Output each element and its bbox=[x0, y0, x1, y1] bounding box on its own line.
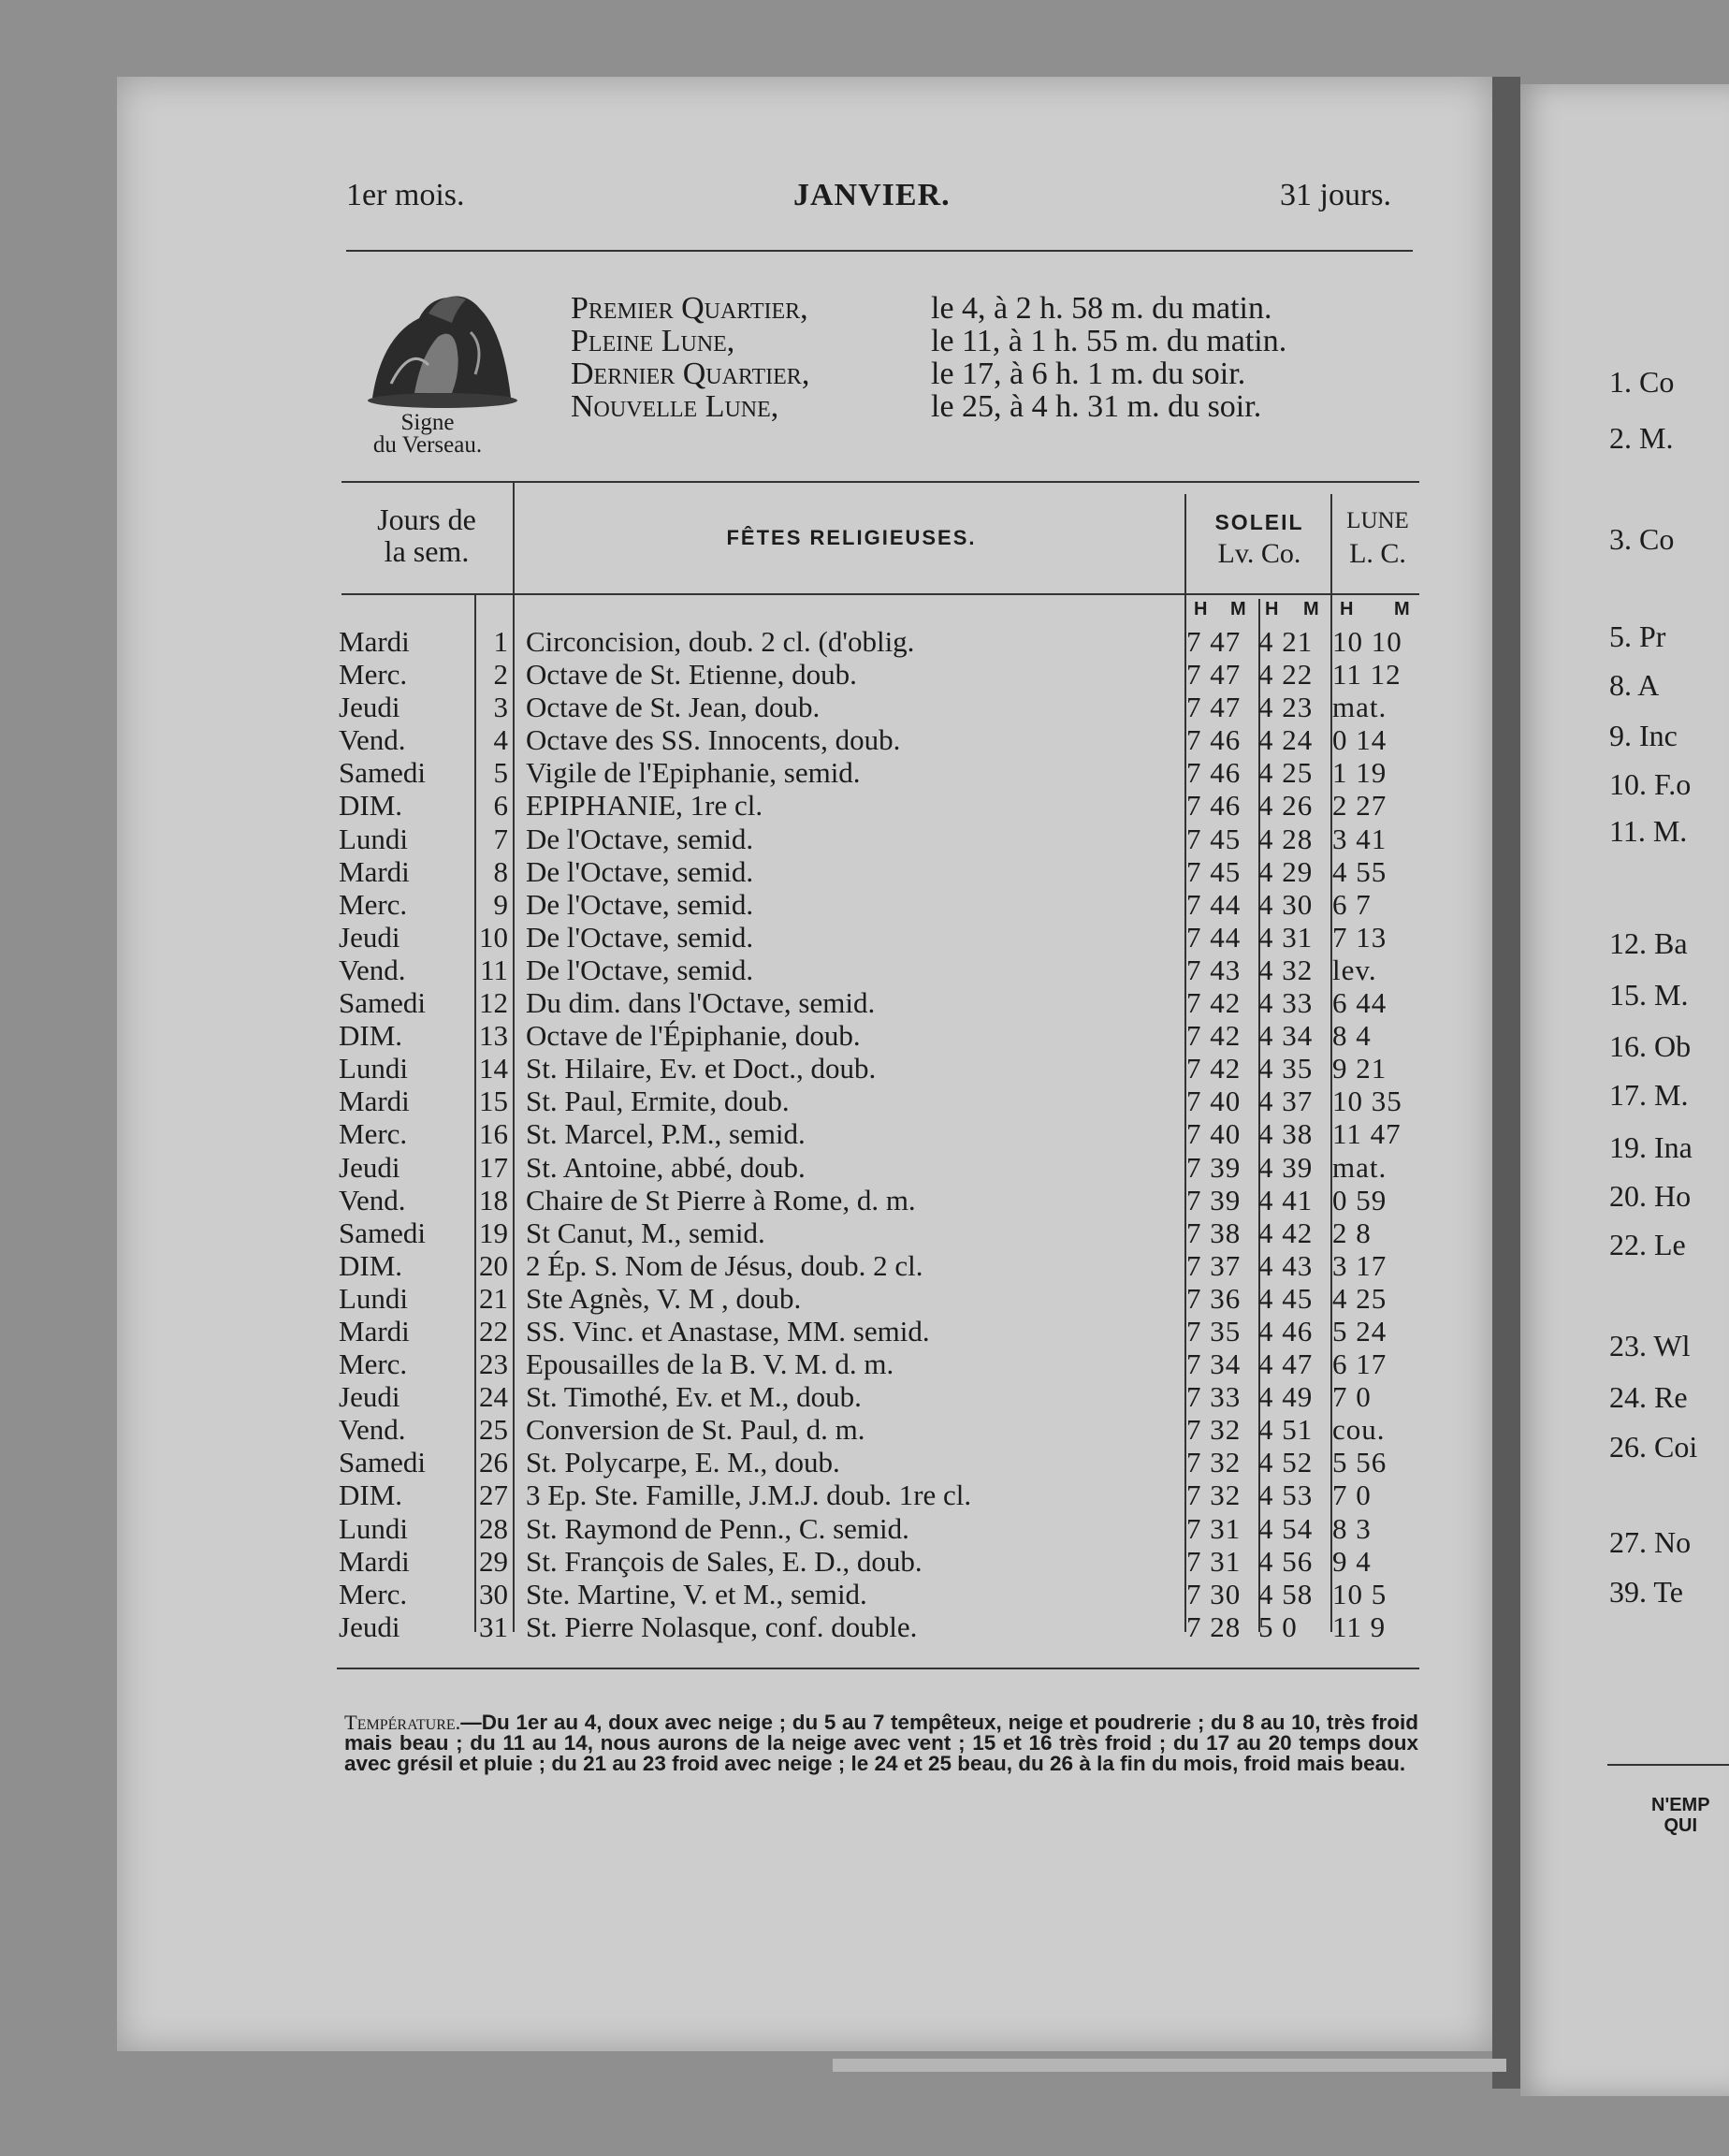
feast-name: De l'Octave, semid. bbox=[526, 854, 754, 888]
date-number: 22 bbox=[479, 1314, 508, 1348]
sunrise: 7 36 bbox=[1186, 1281, 1242, 1315]
list-item: 5. Pr bbox=[1609, 619, 1666, 653]
sunrise: 7 42 bbox=[1186, 986, 1242, 1020]
date-number: 10 bbox=[479, 920, 508, 954]
moon-time: 8 3 bbox=[1332, 1511, 1372, 1545]
weekday: Samedi bbox=[339, 756, 426, 790]
temperature-note bbox=[344, 1712, 1418, 1774]
unit-label-m: M bbox=[1230, 599, 1246, 619]
weekday: Lundi bbox=[339, 1511, 409, 1545]
date-number: 23 bbox=[479, 1348, 508, 1381]
weekday: Mardi bbox=[339, 625, 410, 658]
sunset: 4 45 bbox=[1258, 1281, 1314, 1315]
moon-phase-text: le 11, à 1 h. 55 m. du matin. bbox=[931, 324, 1287, 358]
sunrise: 7 34 bbox=[1186, 1348, 1242, 1381]
sunrise: 7 30 bbox=[1186, 1577, 1242, 1610]
facing-page-footer bbox=[1651, 1795, 1710, 1836]
moon-phase-text: le 4, à 2 h. 58 m. du matin. bbox=[931, 291, 1272, 326]
moon-phase-row bbox=[571, 325, 1286, 357]
date-number: 13 bbox=[479, 1019, 508, 1053]
weekday: Lundi bbox=[339, 1052, 409, 1085]
list-item: 39. Te bbox=[1609, 1575, 1683, 1609]
list-item: 20. Ho bbox=[1609, 1179, 1692, 1213]
moon-time: 8 4 bbox=[1332, 1019, 1372, 1053]
moon-time: 5 56 bbox=[1332, 1446, 1388, 1479]
moon-time: 9 4 bbox=[1332, 1544, 1372, 1578]
moon-time: 11 12 bbox=[1332, 658, 1402, 692]
sunset: 4 22 bbox=[1258, 658, 1314, 692]
weekday: Mardi bbox=[339, 1314, 410, 1348]
moon-phase-row bbox=[571, 357, 1286, 390]
feast-name: Ste Agnès, V. M , doub. bbox=[526, 1281, 802, 1315]
month-title: JANVIER. bbox=[793, 178, 951, 212]
sunset: 4 41 bbox=[1258, 1183, 1314, 1216]
date-number: 1 bbox=[493, 625, 508, 658]
date-number: 16 bbox=[479, 1117, 508, 1151]
feast-name: Ste. Martine, V. et M., semid. bbox=[526, 1577, 867, 1610]
sunset: 4 28 bbox=[1258, 822, 1314, 855]
table-bottom-rule bbox=[337, 1668, 1419, 1669]
feast-name: St. Marcel, P.M., semid. bbox=[526, 1117, 806, 1151]
sunrise: 7 44 bbox=[1186, 887, 1242, 921]
unit-label-m: M bbox=[1394, 599, 1410, 619]
weekday: Jeudi bbox=[339, 1610, 400, 1643]
sunrise: 7 32 bbox=[1186, 1479, 1242, 1512]
feast-name: De l'Octave, semid. bbox=[526, 887, 754, 921]
temperature-text: —Du 1er au 4, doux avec neige ; du 5 au 7 tempêteux, neige et poudrerie ; du 8 au 10, très froid mais beau ; du 11 au 14, nous aurons de la neige avec vent ; 15 et 16 très froid ; du 17 au 20 temps doux avec grésil et pluie ; du 21 au 23 froid avec neige ; le 24 et 25 beau, du 26 à la fin du mois, froid mais beau. bbox=[344, 1711, 1418, 1775]
col-header-lune: LUNE bbox=[1346, 508, 1409, 533]
weekday: Lundi bbox=[339, 822, 409, 855]
weekday: Mardi bbox=[339, 854, 410, 888]
aquarius-sign-icon bbox=[363, 281, 517, 412]
moon-phase-label: Pleine Lune, bbox=[571, 324, 735, 358]
date-number: 14 bbox=[479, 1052, 508, 1085]
weekday: Jeudi bbox=[339, 920, 400, 954]
weekday: Jeudi bbox=[339, 1380, 400, 1414]
sunrise: 7 44 bbox=[1186, 920, 1242, 954]
date-number: 31 bbox=[479, 1610, 508, 1643]
weekday: DIM. bbox=[339, 1479, 403, 1512]
feast-name: Vigile de l'Epiphanie, semid. bbox=[526, 756, 861, 790]
moon-phase-row bbox=[571, 390, 1286, 423]
date-number: 2 bbox=[493, 658, 508, 692]
sunset: 4 51 bbox=[1258, 1413, 1314, 1447]
sunrise: 7 28 bbox=[1186, 1610, 1242, 1643]
date-number: 30 bbox=[479, 1577, 508, 1610]
sunset: 4 42 bbox=[1258, 1216, 1314, 1249]
sunrise: 7 46 bbox=[1186, 723, 1242, 757]
date-number: 29 bbox=[479, 1544, 508, 1578]
feast-name: St. Paul, Ermite, doub. bbox=[526, 1085, 790, 1118]
list-item: 26. Coi bbox=[1609, 1430, 1698, 1464]
sunset: 4 39 bbox=[1258, 1150, 1314, 1184]
weekday: Merc. bbox=[339, 1577, 408, 1610]
moon-time: 7 0 bbox=[1332, 1479, 1372, 1512]
date-number: 15 bbox=[479, 1085, 508, 1118]
list-item: 2. M. bbox=[1609, 421, 1674, 455]
column-divider bbox=[513, 481, 515, 593]
list-item: 16. Ob bbox=[1609, 1029, 1692, 1063]
moon-time: 0 14 bbox=[1332, 723, 1388, 757]
moon-time: cou. bbox=[1332, 1413, 1386, 1447]
feast-name: Octave de l'Épiphanie, doub. bbox=[526, 1019, 861, 1053]
sunrise: 7 32 bbox=[1186, 1446, 1242, 1479]
sunset: 4 47 bbox=[1258, 1348, 1314, 1381]
date-number: 21 bbox=[479, 1281, 508, 1315]
sunrise: 7 38 bbox=[1186, 1216, 1242, 1249]
moon-time: 3 17 bbox=[1332, 1248, 1388, 1282]
list-item: 3. Co bbox=[1609, 522, 1675, 556]
weekday: Mardi bbox=[339, 1544, 410, 1578]
sunset: 4 43 bbox=[1258, 1248, 1314, 1282]
sunset: 4 23 bbox=[1258, 691, 1314, 724]
feast-name: St Canut, M., semid. bbox=[526, 1216, 765, 1249]
moon-phases bbox=[571, 292, 1286, 423]
list-item: 22. Le bbox=[1609, 1228, 1686, 1261]
sunset: 4 32 bbox=[1258, 953, 1314, 986]
moon-phase-label: Premier Quartier, bbox=[571, 291, 808, 326]
moon-phase-row bbox=[571, 292, 1286, 325]
sign-caption-line1: Signe bbox=[400, 410, 455, 435]
sunrise: 7 31 bbox=[1186, 1511, 1242, 1545]
col-header-fetes: FÊTES RELIGIEUSES. bbox=[726, 526, 977, 549]
feast-name: Circoncision, doub. 2 cl. (d'oblig. bbox=[526, 625, 915, 658]
sunset: 4 30 bbox=[1258, 887, 1314, 921]
weekday: Merc. bbox=[339, 658, 408, 692]
feast-name: De l'Octave, semid. bbox=[526, 920, 754, 954]
sunrise: 7 33 bbox=[1186, 1380, 1242, 1414]
list-item: 11. M. bbox=[1609, 814, 1688, 848]
feast-name: SS. Vinc. et Anastase, MM. semid. bbox=[526, 1314, 930, 1348]
feast-name: St. Polycarpe, E. M., doub. bbox=[526, 1446, 840, 1479]
facing-footer-line2: QUI bbox=[1664, 1815, 1698, 1836]
list-item: 1. Co bbox=[1609, 365, 1675, 399]
sunset: 4 46 bbox=[1258, 1314, 1314, 1348]
sunset: 4 56 bbox=[1258, 1544, 1314, 1578]
sunset: 4 53 bbox=[1258, 1479, 1314, 1512]
moon-phase-label: Dernier Quartier, bbox=[571, 357, 810, 391]
sunrise: 7 45 bbox=[1186, 854, 1242, 888]
facing-footer-line1: N'EMP bbox=[1651, 1795, 1710, 1815]
sunset: 4 31 bbox=[1258, 920, 1314, 954]
moon-time: 6 7 bbox=[1332, 887, 1372, 921]
list-item: 15. M. bbox=[1609, 978, 1689, 1012]
moon-time: 10 10 bbox=[1332, 625, 1402, 658]
feast-name: Octave de St. Etienne, doub. bbox=[526, 658, 857, 692]
table-top-rule bbox=[341, 481, 1419, 483]
moon-phase-text: le 17, à 6 h. 1 m. du soir. bbox=[931, 357, 1246, 391]
weekday: DIM. bbox=[339, 789, 403, 823]
unit-label-h: H bbox=[1194, 599, 1208, 619]
month-number: 1er mois. bbox=[346, 178, 465, 212]
date-number: 6 bbox=[493, 789, 508, 823]
sunrise: 7 43 bbox=[1186, 953, 1242, 986]
date-number: 5 bbox=[493, 756, 508, 790]
moon-time: 2 8 bbox=[1332, 1216, 1372, 1249]
sunrise: 7 39 bbox=[1186, 1150, 1242, 1184]
sunrise: 7 42 bbox=[1186, 1019, 1242, 1053]
sunrise: 7 47 bbox=[1186, 658, 1242, 692]
moon-phase-text: le 25, à 4 h. 31 m. du soir. bbox=[931, 389, 1262, 424]
list-item: 24. Re bbox=[1609, 1380, 1688, 1414]
feast-name: EPIPHANIE, 1re cl. bbox=[526, 789, 763, 823]
moon-time: 3 41 bbox=[1332, 822, 1388, 855]
date-number: 17 bbox=[479, 1150, 508, 1184]
sunset: 4 26 bbox=[1258, 789, 1314, 823]
feast-name: St. Raymond de Penn., C. semid. bbox=[526, 1511, 909, 1545]
sign-caption bbox=[339, 412, 516, 457]
page-edge bbox=[833, 2059, 1506, 2072]
moon-time: 0 59 bbox=[1332, 1183, 1388, 1216]
date-number: 28 bbox=[479, 1511, 508, 1545]
sign-caption-line2: du Verseau. bbox=[372, 432, 483, 458]
moon-time: 4 55 bbox=[1332, 854, 1388, 888]
moon-time: 5 24 bbox=[1332, 1314, 1388, 1348]
moon-time: 7 0 bbox=[1332, 1380, 1372, 1414]
feast-name: St. Pierre Nolasque, conf. double. bbox=[526, 1610, 918, 1643]
sunset: 4 33 bbox=[1258, 986, 1314, 1020]
weekday: Vend. bbox=[339, 1183, 406, 1216]
sunrise: 7 46 bbox=[1186, 756, 1242, 790]
moon-time: 11 9 bbox=[1332, 1610, 1387, 1643]
list-item: 27. No bbox=[1609, 1525, 1692, 1559]
moon-time: 9 21 bbox=[1332, 1052, 1388, 1085]
feast-name: De l'Octave, semid. bbox=[526, 822, 754, 855]
date-number: 9 bbox=[493, 887, 508, 921]
weekday: Vend. bbox=[339, 723, 406, 757]
list-item: 19. Ina bbox=[1609, 1130, 1693, 1164]
list-item: 12. Ba bbox=[1609, 926, 1688, 960]
weekday: Merc. bbox=[339, 1117, 408, 1151]
unit-label-h: H bbox=[1340, 599, 1354, 619]
weekday: Merc. bbox=[339, 887, 408, 921]
moon-time: mat. bbox=[1332, 1150, 1388, 1184]
moon-time: mat. bbox=[1332, 691, 1388, 724]
weekday: Vend. bbox=[339, 1413, 406, 1447]
feast-name: St. François de Sales, E. D., doub. bbox=[526, 1544, 923, 1578]
list-item: 9. Inc bbox=[1609, 719, 1678, 752]
sunset: 4 29 bbox=[1258, 854, 1314, 888]
feast-name: 2 Ép. S. Nom de Jésus, doub. 2 cl. bbox=[526, 1248, 923, 1282]
col-header-jours-line1: Jours de bbox=[377, 503, 476, 536]
col-header-soleil: SOLEIL bbox=[1214, 510, 1304, 534]
date-number: 18 bbox=[479, 1183, 508, 1216]
list-item: 10. F.o bbox=[1609, 767, 1692, 801]
moon-time: 1 19 bbox=[1332, 756, 1388, 790]
date-number: 20 bbox=[479, 1248, 508, 1282]
weekday: Jeudi bbox=[339, 691, 400, 724]
moon-time: 11 47 bbox=[1332, 1117, 1402, 1151]
col-header-lune-sub: L. C. bbox=[1349, 538, 1406, 569]
feast-name: Octave des SS. Innocents, doub. bbox=[526, 723, 901, 757]
header-rule bbox=[346, 250, 1413, 252]
date-number: 12 bbox=[479, 986, 508, 1020]
date-number: 8 bbox=[493, 854, 508, 888]
sunrise: 7 47 bbox=[1186, 625, 1242, 658]
sunset: 4 58 bbox=[1258, 1577, 1314, 1610]
feast-name: St. Timothé, Ev. et M., doub. bbox=[526, 1380, 862, 1414]
sunset: 4 25 bbox=[1258, 756, 1314, 790]
col-header-jours-line2: la sem. bbox=[384, 534, 470, 568]
sunset: 4 49 bbox=[1258, 1380, 1314, 1414]
sunset: 4 37 bbox=[1258, 1085, 1314, 1118]
temperature-label: Température. bbox=[344, 1711, 461, 1734]
weekday: Samedi bbox=[339, 1446, 426, 1479]
date-number: 7 bbox=[493, 822, 508, 855]
sunrise: 7 39 bbox=[1186, 1183, 1242, 1216]
moon-time: 4 25 bbox=[1332, 1281, 1388, 1315]
moon-time: 10 5 bbox=[1332, 1577, 1388, 1610]
feast-name: Octave de St. Jean, doub. bbox=[526, 691, 821, 724]
sunrise: 7 42 bbox=[1186, 1052, 1242, 1085]
date-number: 19 bbox=[479, 1216, 508, 1249]
weekday: Jeudi bbox=[339, 1150, 400, 1184]
moon-time: 2 27 bbox=[1332, 789, 1388, 823]
list-item: 17. M. bbox=[1609, 1078, 1689, 1112]
unit-label-m: M bbox=[1303, 599, 1319, 619]
weekday: Samedi bbox=[339, 1216, 426, 1249]
weekday: DIM. bbox=[339, 1248, 403, 1282]
date-number: 25 bbox=[479, 1413, 508, 1447]
sunrise: 7 35 bbox=[1186, 1314, 1242, 1348]
list-item: 8. A bbox=[1609, 668, 1660, 702]
sunset: 4 38 bbox=[1258, 1117, 1314, 1151]
sunset: 4 34 bbox=[1258, 1019, 1314, 1053]
feast-name: 3 Ep. Ste. Famille, J.M.J. doub. 1re cl. bbox=[526, 1479, 972, 1512]
sunrise: 7 46 bbox=[1186, 789, 1242, 823]
feast-name: St. Hilaire, Ev. et Doct., doub. bbox=[526, 1052, 877, 1085]
sunrise: 7 45 bbox=[1186, 822, 1242, 855]
date-number: 4 bbox=[493, 723, 508, 757]
sunrise: 7 37 bbox=[1186, 1248, 1242, 1282]
date-number: 24 bbox=[479, 1380, 508, 1414]
moon-time: 6 17 bbox=[1332, 1348, 1388, 1381]
sunrise: 7 40 bbox=[1186, 1117, 1242, 1151]
feast-name: Epousailles de la B. V. M. d. m. bbox=[526, 1348, 894, 1381]
sunset: 4 52 bbox=[1258, 1446, 1314, 1479]
date-number: 27 bbox=[479, 1479, 508, 1512]
feast-name: Chaire de St Pierre à Rome, d. m. bbox=[526, 1183, 916, 1216]
moon-time: 7 13 bbox=[1332, 920, 1388, 954]
table-header-rule bbox=[341, 593, 1419, 595]
moon-time: 10 35 bbox=[1332, 1085, 1402, 1118]
column-divider bbox=[513, 593, 515, 1632]
sunrise: 7 47 bbox=[1186, 691, 1242, 724]
sunrise: 7 31 bbox=[1186, 1544, 1242, 1578]
sunrise: 7 40 bbox=[1186, 1085, 1242, 1118]
unit-label-h: H bbox=[1265, 599, 1279, 619]
sunset: 4 24 bbox=[1258, 723, 1314, 757]
moon-phase-label: Nouvelle Lune, bbox=[571, 389, 779, 424]
weekday: Lundi bbox=[339, 1281, 409, 1315]
feast-name: De l'Octave, semid. bbox=[526, 953, 754, 986]
sunset: 5 0 bbox=[1258, 1610, 1298, 1643]
moon-time: 6 44 bbox=[1332, 986, 1388, 1020]
weekday: Samedi bbox=[339, 986, 426, 1020]
date-number: 3 bbox=[493, 691, 508, 724]
weekday: Merc. bbox=[339, 1348, 408, 1381]
date-number: 11 bbox=[480, 953, 508, 986]
sunset: 4 21 bbox=[1258, 625, 1314, 658]
weekday: DIM. bbox=[339, 1019, 403, 1053]
sunrise: 7 32 bbox=[1186, 1413, 1242, 1447]
feast-name: Conversion de St. Paul, d. m. bbox=[526, 1413, 865, 1447]
facing-page-rule bbox=[1607, 1764, 1729, 1766]
book-spine bbox=[1492, 77, 1520, 2089]
weekday: Vend. bbox=[339, 953, 406, 986]
sunset: 4 54 bbox=[1258, 1511, 1314, 1545]
weekday: Mardi bbox=[339, 1085, 410, 1118]
sunset: 4 35 bbox=[1258, 1052, 1314, 1085]
feast-name: St. Antoine, abbé, doub. bbox=[526, 1150, 806, 1184]
moon-time: lev. bbox=[1332, 953, 1377, 986]
day-count: 31 jours. bbox=[1280, 178, 1391, 212]
col-header-soleil-sub: Lv. Co. bbox=[1217, 538, 1301, 569]
feast-name: Du dim. dans l'Octave, semid. bbox=[526, 986, 876, 1020]
list-item: 23. Wl bbox=[1609, 1329, 1691, 1362]
date-number: 26 bbox=[479, 1446, 508, 1479]
col-header-jours bbox=[342, 503, 511, 567]
